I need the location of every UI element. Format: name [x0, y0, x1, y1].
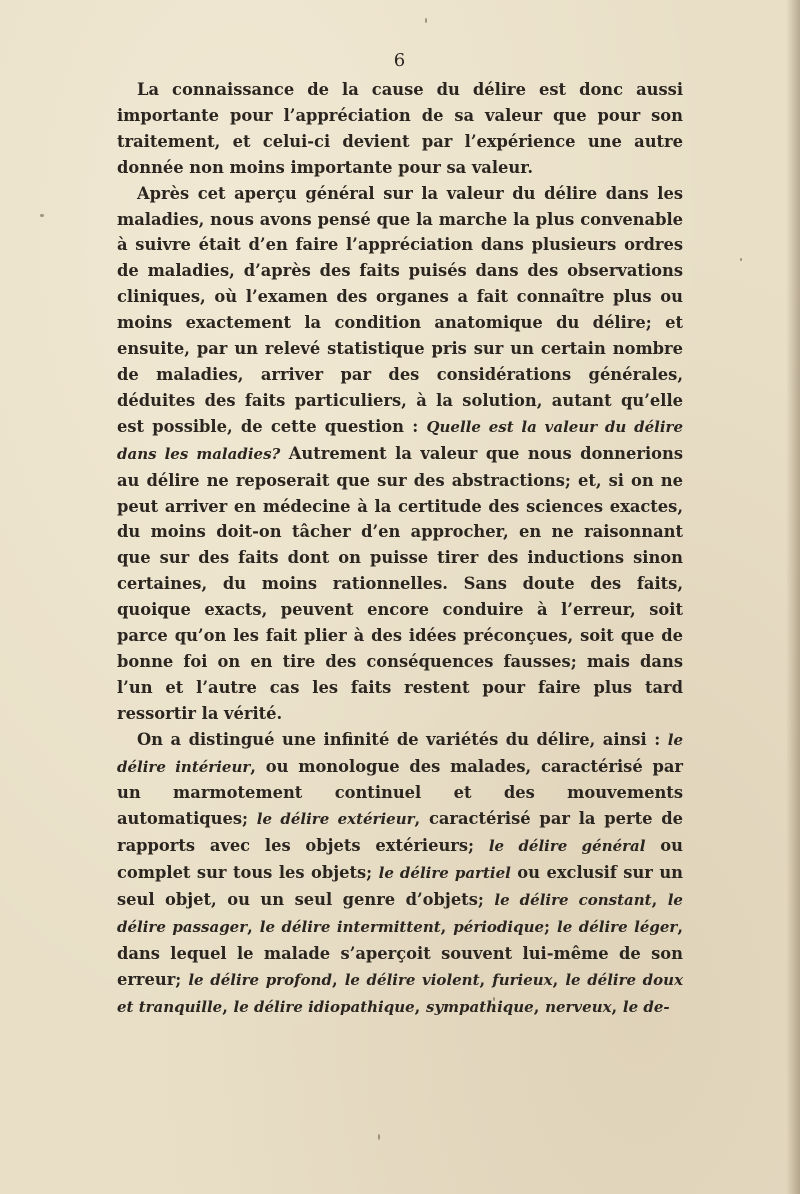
text-run: , — [331, 969, 345, 989]
paper-speck — [740, 258, 742, 261]
body-text — [117, 77, 683, 1021]
text-run: ; — [544, 917, 558, 936]
italic-term: le de- — [622, 997, 670, 1016]
italic-term: le délire passager — [117, 891, 683, 936]
italic-term: le délire doux et tranquille — [117, 970, 684, 1016]
text-run: , — [533, 996, 546, 1016]
text-run: , caractérisé par la perte de rapports avec les objets extérieurs; — [117, 809, 683, 856]
italic-term: le délire idiopathique — [233, 997, 415, 1016]
text-run: , — [440, 917, 454, 936]
italic-term: le délire profond — [188, 970, 332, 989]
page-edge-shadow — [786, 0, 800, 1194]
paper-speck — [378, 1134, 380, 1140]
text-run: , — [651, 890, 668, 910]
italic-term: sympathique — [426, 997, 534, 1016]
italic-term: le délire constant — [494, 891, 652, 910]
italic-term: Quelle est la valeur du délire dans les maladies? — [117, 417, 683, 463]
text-run: ou exclusif sur un seul objet, ou un seul genre d’objets; — [117, 863, 684, 910]
text-run: La connaissance de la cause du délire est donc aussi importante pour l’appréciation de sa valeur que pour son traitement, et celui-ci devient par l’expérience une autre donnée non moins importante pour sa valeur. — [117, 80, 683, 177]
text-run: , — [479, 969, 493, 989]
italic-term: le délire partiel — [378, 864, 511, 883]
text-run: , — [414, 996, 427, 1016]
paper-speck — [40, 214, 44, 217]
paragraph — [117, 181, 683, 727]
paper-speck — [425, 18, 427, 23]
text-run: , — [611, 996, 623, 1016]
italic-term: périodique — [453, 918, 545, 936]
page-number: 6 — [393, 50, 407, 71]
text-run: Autrement la valeur que nous donnerions au délire ne reposerait que sur des abstractions; et, si on ne peut arriver en médecine à la certitude des sciences exactes, du moins doit-on tâcher d’en approcher, en ne raisonnant que sur des faits dont on puisse tirer des inductions sinon certaines, du moins rationnelles. Sans doute des faits, quoique exacts, peuvent encore conduire à l’erreur, soit parce qu’on les fait plier à des idées préconçues, soit que de bonne foi on en tire des conséquences fausses; mais dans l’un et l’autre cas les faits restent pour faire plus tard ressortir la vérité. — [117, 443, 683, 723]
paragraph — [117, 727, 683, 1021]
text-run: , — [222, 996, 234, 1016]
text-run: , dans lequel le malade s’aperçoit souvent lui-même de son erreur; — [117, 917, 683, 989]
text-run: ou complet sur tous les objets; — [117, 836, 683, 883]
italic-term: le délire intérieur — [117, 730, 683, 776]
text-run: , ou monologue des malades, caractérisé par un marmotement continuel et des mouvements automatiques; — [117, 756, 683, 829]
text-run: On a distingué une infinité de variétés du délire, ainsi : — [137, 729, 668, 749]
italic-term: le délire intermittent — [259, 918, 441, 936]
text-run: , — [247, 917, 260, 936]
italic-term: furieux — [492, 970, 553, 989]
italic-term: le délire violent — [344, 970, 480, 989]
italic-term: le délire léger — [557, 918, 678, 936]
paragraph — [117, 77, 683, 181]
italic-term: le délire extérieur — [256, 810, 415, 829]
italic-term: nerveux — [545, 997, 612, 1016]
italic-term: le délire général — [488, 837, 646, 856]
text-run: Après cet aperçu général sur la valeur du délire dans les maladies, nous avons pensé que la marche la plus convenable à suivre était d’en faire l’appréciation dans plusieurs ordres de maladies, d’après des faits puisés dans des observations cliniques, où l’examen des organes a fait connaître plus ou moins exactement la condition anatomique du délire; et ensuite, par un relevé statistique pris sur un certain nombre de maladies, arriver par des considérations générales, déduites des faits particuliers, à la solution, autant qu’elle est possible, de cette question : — [117, 183, 683, 436]
text-run: , — [552, 969, 566, 989]
